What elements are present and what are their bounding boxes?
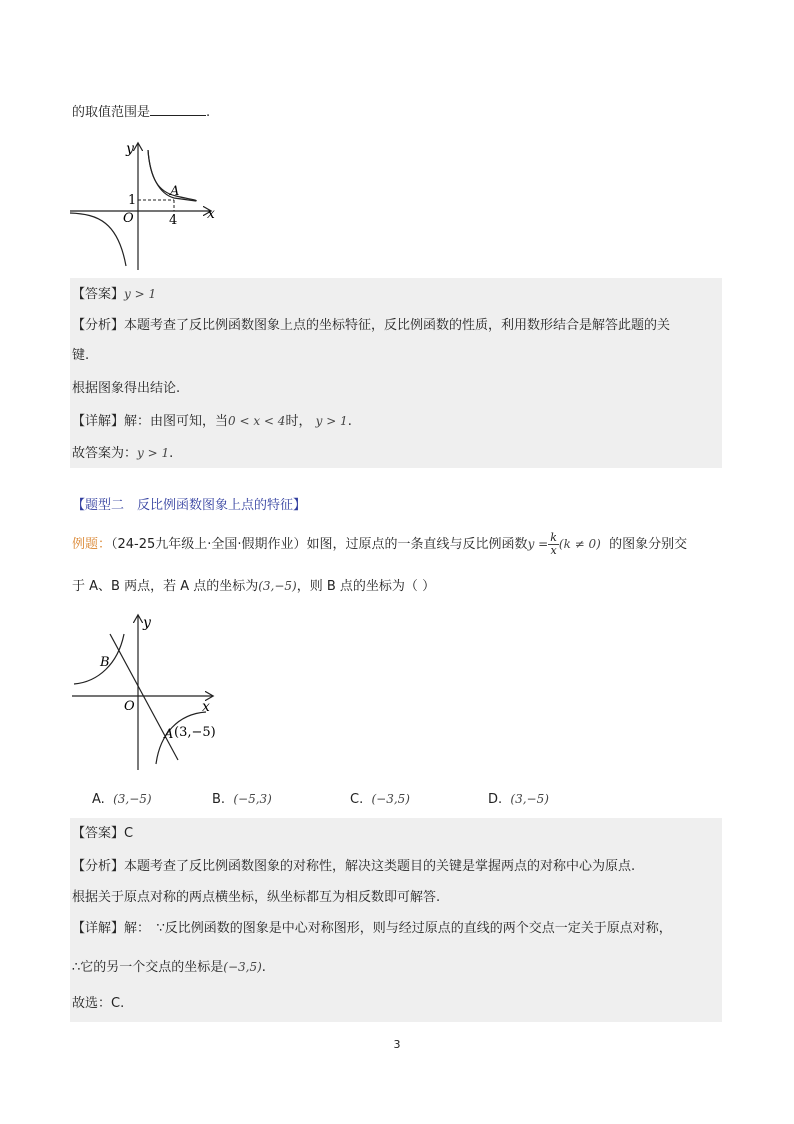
q1-origin-label: O xyxy=(123,211,134,226)
q2-detail-line2-pre: ∴它的另一个交点的坐标是 xyxy=(72,960,224,975)
q1-final-math: y > 1 xyxy=(137,446,170,460)
q2-analysis-line1: 本题考查了反比例函数图象的对称性，解决这类题目的关键是掌握两点的对称中心为原点. xyxy=(124,859,636,874)
option-c-value: (−3,5) xyxy=(371,792,410,806)
detail-tag: 【详解】 xyxy=(72,414,125,429)
q2-answer-value: C xyxy=(124,826,134,841)
q1-detail xyxy=(72,411,352,432)
q2-analysis-line2: 根据关于原点对称的两点横坐标，纵坐标都互为相反数即可解答. xyxy=(72,890,441,905)
option-a-value: (3,−5) xyxy=(113,792,152,806)
q2-analysis xyxy=(72,857,635,877)
option-d[interactable] xyxy=(488,789,549,810)
q1-graph xyxy=(68,138,228,272)
q1-final-end: . xyxy=(169,446,174,461)
q2-graph xyxy=(68,612,228,772)
q2-analysis-tag: 【分析】 xyxy=(72,859,125,874)
answer-tag: 【答案】 xyxy=(72,287,125,302)
q1-detail-mid: 时， xyxy=(285,414,312,429)
option-a-letter: A. xyxy=(92,792,105,807)
q2-func-num: k xyxy=(550,531,557,544)
q2-point-a-coord-label: (3,−5) xyxy=(174,725,216,740)
q1-curve-lower xyxy=(70,213,126,266)
option-c-letter: C. xyxy=(350,792,364,807)
q2-detail-line2-math: (−3,5) xyxy=(223,960,262,974)
q2-final: 故选：C. xyxy=(72,996,125,1011)
q1-analysis xyxy=(72,316,670,336)
q2-point-b-label: B xyxy=(100,655,110,670)
q1-detail-pre: 解：由图可知，当 xyxy=(124,414,229,429)
q2-detail-tag: 【详解】 xyxy=(72,921,125,936)
q2-func-fraction xyxy=(548,532,559,557)
q1-analysis-line2: 键. xyxy=(72,348,90,363)
q1-y-label: y xyxy=(126,141,134,157)
q2-point-a-coord: (3,−5) xyxy=(258,579,297,593)
q1-stem xyxy=(72,103,210,123)
q2-x-label: x xyxy=(202,699,210,715)
page-number: 3 xyxy=(393,1038,401,1051)
option-d-value: (3,−5) xyxy=(510,792,549,806)
q2-func-den: x xyxy=(550,544,557,557)
q1-answer-math: y > 1 xyxy=(124,287,157,301)
example-label: 例题： xyxy=(72,537,112,552)
q1-tick-y: 1 xyxy=(128,193,137,208)
q1-stem-end: . xyxy=(206,105,211,120)
option-b-value: (−5,3) xyxy=(233,792,272,806)
q2-stem-line1 xyxy=(72,531,687,558)
q1-point-a-label: A xyxy=(170,184,180,199)
q2-detail xyxy=(72,919,672,939)
q2-line2-end: ，则 B 点的坐标为（ ） xyxy=(296,579,436,594)
section-heading: 【题型二 反比例函数图象上点的特征】 xyxy=(72,498,307,513)
q2-detail-line1: 解： ∵反比例函数的图象是中心对称图形，则与经过原点的直线的两个交点一定关于原点对称， xyxy=(124,921,672,936)
q1-x-label: x xyxy=(207,206,215,222)
q2-y-label: y xyxy=(143,615,151,631)
answer-blank xyxy=(150,103,206,116)
q2-line1-end: 的图象分别交 xyxy=(609,537,688,552)
q1-detail-math: y > 1 xyxy=(315,414,348,428)
option-b-letter: B. xyxy=(212,792,226,807)
q1-analysis-line3: 根据图象得出结论. xyxy=(72,381,181,396)
option-a[interactable] xyxy=(92,789,152,810)
q2-answer xyxy=(72,824,133,844)
q2-point-a-label: A xyxy=(164,727,174,742)
q2-line2: 于 A、B 两点，若 A 点的坐标为 xyxy=(72,579,259,594)
q1-analysis-line1: 本题考查了反比例函数图象上点的坐标特征，反比例函数的性质，利用数形结合是解答此题的关 xyxy=(124,318,671,333)
q2-answer-tag: 【答案】 xyxy=(72,826,125,841)
q1-tick-x: 4 xyxy=(169,213,178,228)
q2-stem-line2 xyxy=(72,576,435,597)
analysis-tag: 【分析】 xyxy=(72,318,125,333)
option-d-letter: D. xyxy=(488,792,503,807)
q1-detail-end: . xyxy=(347,414,352,429)
q1-final-pre: 故答案为： xyxy=(72,446,138,461)
q2-detail-line2 xyxy=(72,957,266,978)
q1-stem-text: 的取值范围是 xyxy=(72,105,151,120)
q2-func-cond: (k ≠ 0) xyxy=(558,537,601,551)
q1-detail-cond: 0 < x < 4 xyxy=(228,414,286,428)
q2-source: （24-25九年级上·全国·假期作业）如图，过原点的一条直线与反比例函数 xyxy=(111,537,528,552)
option-c[interactable] xyxy=(350,789,410,810)
q1-solution-box xyxy=(70,278,722,468)
option-b[interactable] xyxy=(212,789,272,810)
q2-detail-line2-end: . xyxy=(261,960,266,975)
q1-final xyxy=(72,443,173,464)
q2-origin-label: O xyxy=(124,699,135,714)
q2-func-lhs: y = xyxy=(527,537,549,551)
q1-answer xyxy=(72,284,156,305)
q2-curve-upper-left xyxy=(74,634,124,684)
